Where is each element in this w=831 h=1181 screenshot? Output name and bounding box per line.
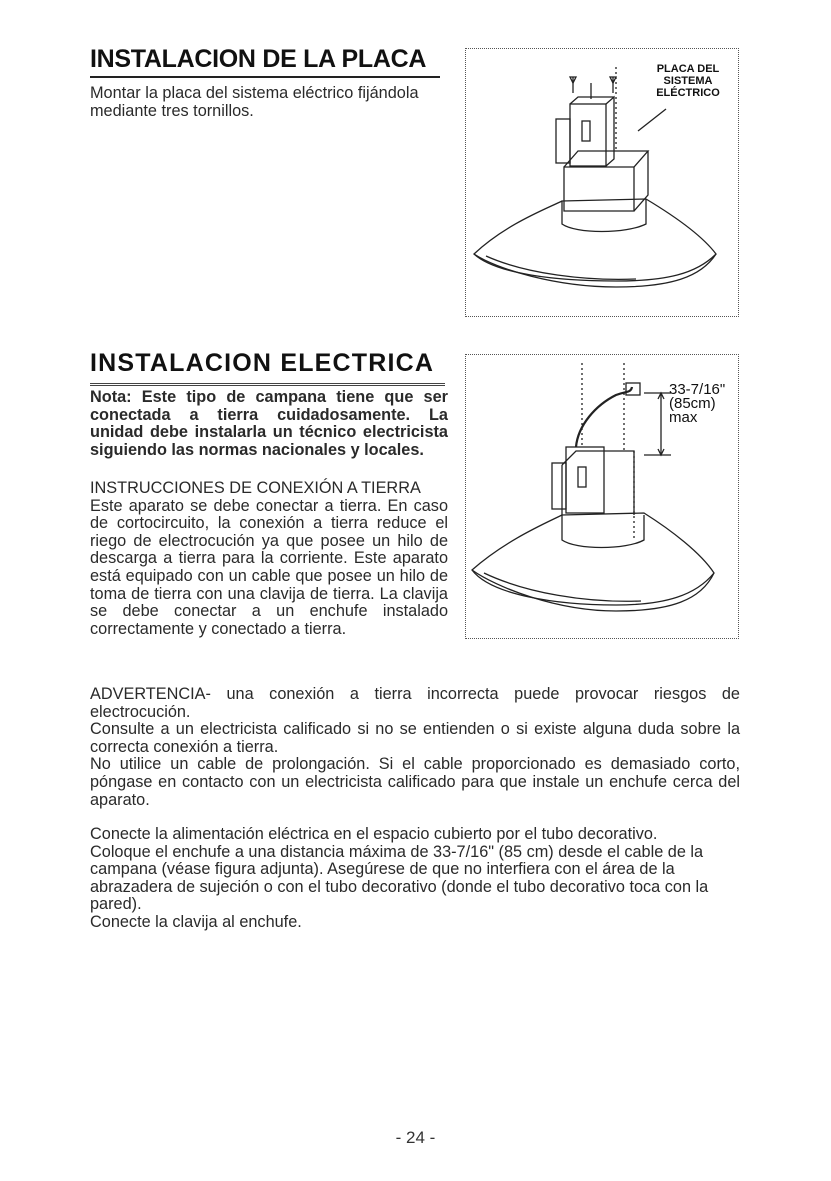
plate-label: PLACA DEL SISTEMA ELÉCTRICO <box>656 63 720 99</box>
grounding-text: Este aparato se debe conectar a tierra. En caso de cortocircuito, la conexión a tierra reduce el riego de electrocución ya que posee un hilo de descarga a tierra para la corriente. Este aparato está equipado con un cable que posee un hilo de toma de tierra con una clavija de tierra. La clavija se debe conectar a un enchufe instalado correctamente y conectado a tierra. <box>90 496 448 638</box>
figure-electrical-connection <box>465 354 739 639</box>
extension-text: No utilice un cable de prolongación. Si el cable proporcionado es demasiado corto, póngase en contacto con un electricista calificado para que instale un enchufe cerca del aparato. <box>90 755 740 809</box>
title-underline <box>90 76 440 78</box>
connect-supply-text: Conecte la alimentación eléctrica en el espacio cubierto por el tubo decorativo. <box>90 825 658 843</box>
final-step-text: Conecte la clavija al enchufe. <box>90 912 302 931</box>
connection-steps <box>90 826 740 932</box>
page-number: - 24 - <box>395 1128 436 1147</box>
electrical-warnings <box>90 686 740 809</box>
section-title-electrica: INSTALACION ELECTRICA <box>90 349 435 377</box>
section-title-placa: INSTALACION DE LA PLACA <box>90 45 427 73</box>
placa-instructions: Montar la placa del sistema eléctrico fijándola mediante tres tornillos. <box>90 84 419 120</box>
dimension-label: 33-7/16" (85cm) max <box>669 381 726 426</box>
figure-plate-installation <box>465 48 739 317</box>
grounding-subheading: INSTRUCCIONES DE CONEXIÓN A TIERRA <box>90 479 421 497</box>
grounding-note: Nota: Este tipo de campana tiene que ser conectada a tierra cuidadosamente. La unidad debe instalarla un técnico electricista siguiendo las normas nacionales y locales. <box>90 388 448 459</box>
grounding-instructions <box>90 480 448 638</box>
place-plug-text: Coloque el enchufe a una distancia máxima de 33-7/16" (85 cm) desde el cable de la campana (véase figura adjunta). Asegúrese de que no interfiera con el área de la abrazadera de sujeción o con el tubo decorativo (donde el tubo decorativo toca con la pared). <box>90 842 709 914</box>
consult-text: Consulte a un electricista calificado si no se entienden o si existe alguna duda sobre la correcta conexión a tierra. <box>90 720 740 756</box>
warning-text: ADVERTENCIA- una conexión a tierra incorrecta puede provocar riesgos de electrocución. <box>90 685 740 721</box>
title-underline <box>90 383 445 386</box>
